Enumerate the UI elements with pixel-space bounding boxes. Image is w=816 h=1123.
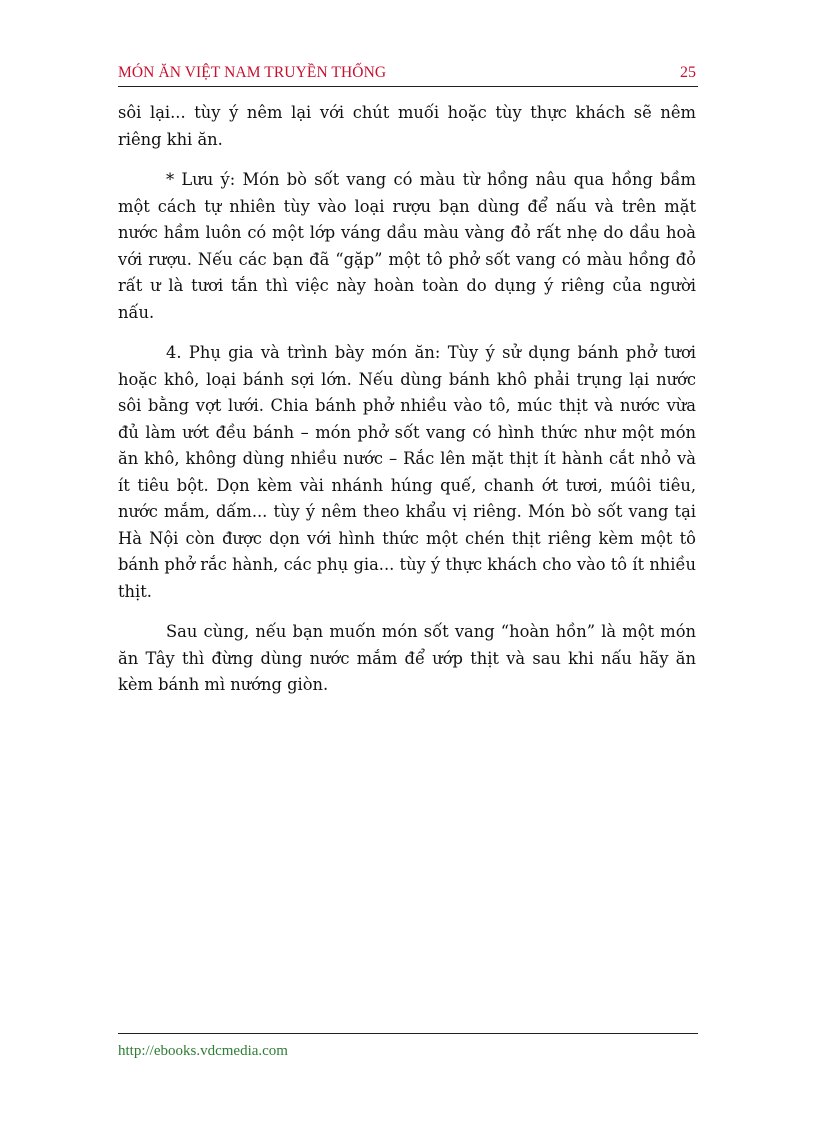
paragraph-note: * Lưu ý: Món bò sốt vang có màu từ hồng nâu qua hồng bầm một cách tự nhiên tùy vào loại rượu bạn dùng để nấu và trên mặt nước hầm luôn có một lớp váng dầu màu vàng đỏ rất nhẹ do dầu hoà với rượu. Nếu các bạn đã “gặp” một tô phở sốt vang có màu hồng đỏ rất ư là tươi tắn thì việc này hoàn toàn do dụng ý riêng của người nấu. — [118, 170, 696, 322]
page-header — [118, 64, 698, 87]
paragraph-closing: Sau cùng, nếu bạn muốn món sốt vang “hoàn hồn” là một món ăn Tây thì đừng dùng nước mắm để ướp thịt và sau khi nấu hãy ăn kèm bánh mì nướng giòn. — [118, 622, 696, 694]
footer-divider — [118, 1033, 698, 1034]
paragraph-serving: 4. Phụ gia và trình bày món ăn: Tùy ý sử dụng bánh phở tươi hoặc khô, loại bánh sợi lớn. Nếu dùng bánh khô phải trụng lại nước sôi bằng vợt lưới. Chia bánh phở nhiều vào tô, múc thịt và nước vừa đủ làm ướt đều bánh – món phở sốt vang có hình thức như một món ăn khô, không dùng nhiều nước – Rắc lên mặt thịt ít hành cắt nhỏ và ít tiêu bột. Dọn kèm vài nhánh húng quế, chanh ớt tươi, múôi tiêu, nước mắm, dấm... tùy ý nêm theo khẩu vị riêng. Món bò sốt vang tại Hà Nội còn được dọn với hình thức một chén thịt riêng kèm một tô bánh phở rắc hành, các phụ gia... tùy ý thực khách cho vào tô ít nhiều thịt. — [118, 343, 696, 601]
footer-link[interactable]: http://ebooks.vdcmedia.com — [118, 1043, 288, 1059]
running-title: MÓN ĂN VIỆT NAM TRUYỀN THỐNG — [118, 64, 387, 81]
page-number: 25 — [680, 64, 696, 81]
paragraph-continuation: sôi lại... tùy ý nêm lại với chút muối hoặc tùy thực khách sẽ nêm riêng khi ăn. — [118, 103, 696, 149]
page-body — [118, 100, 696, 713]
